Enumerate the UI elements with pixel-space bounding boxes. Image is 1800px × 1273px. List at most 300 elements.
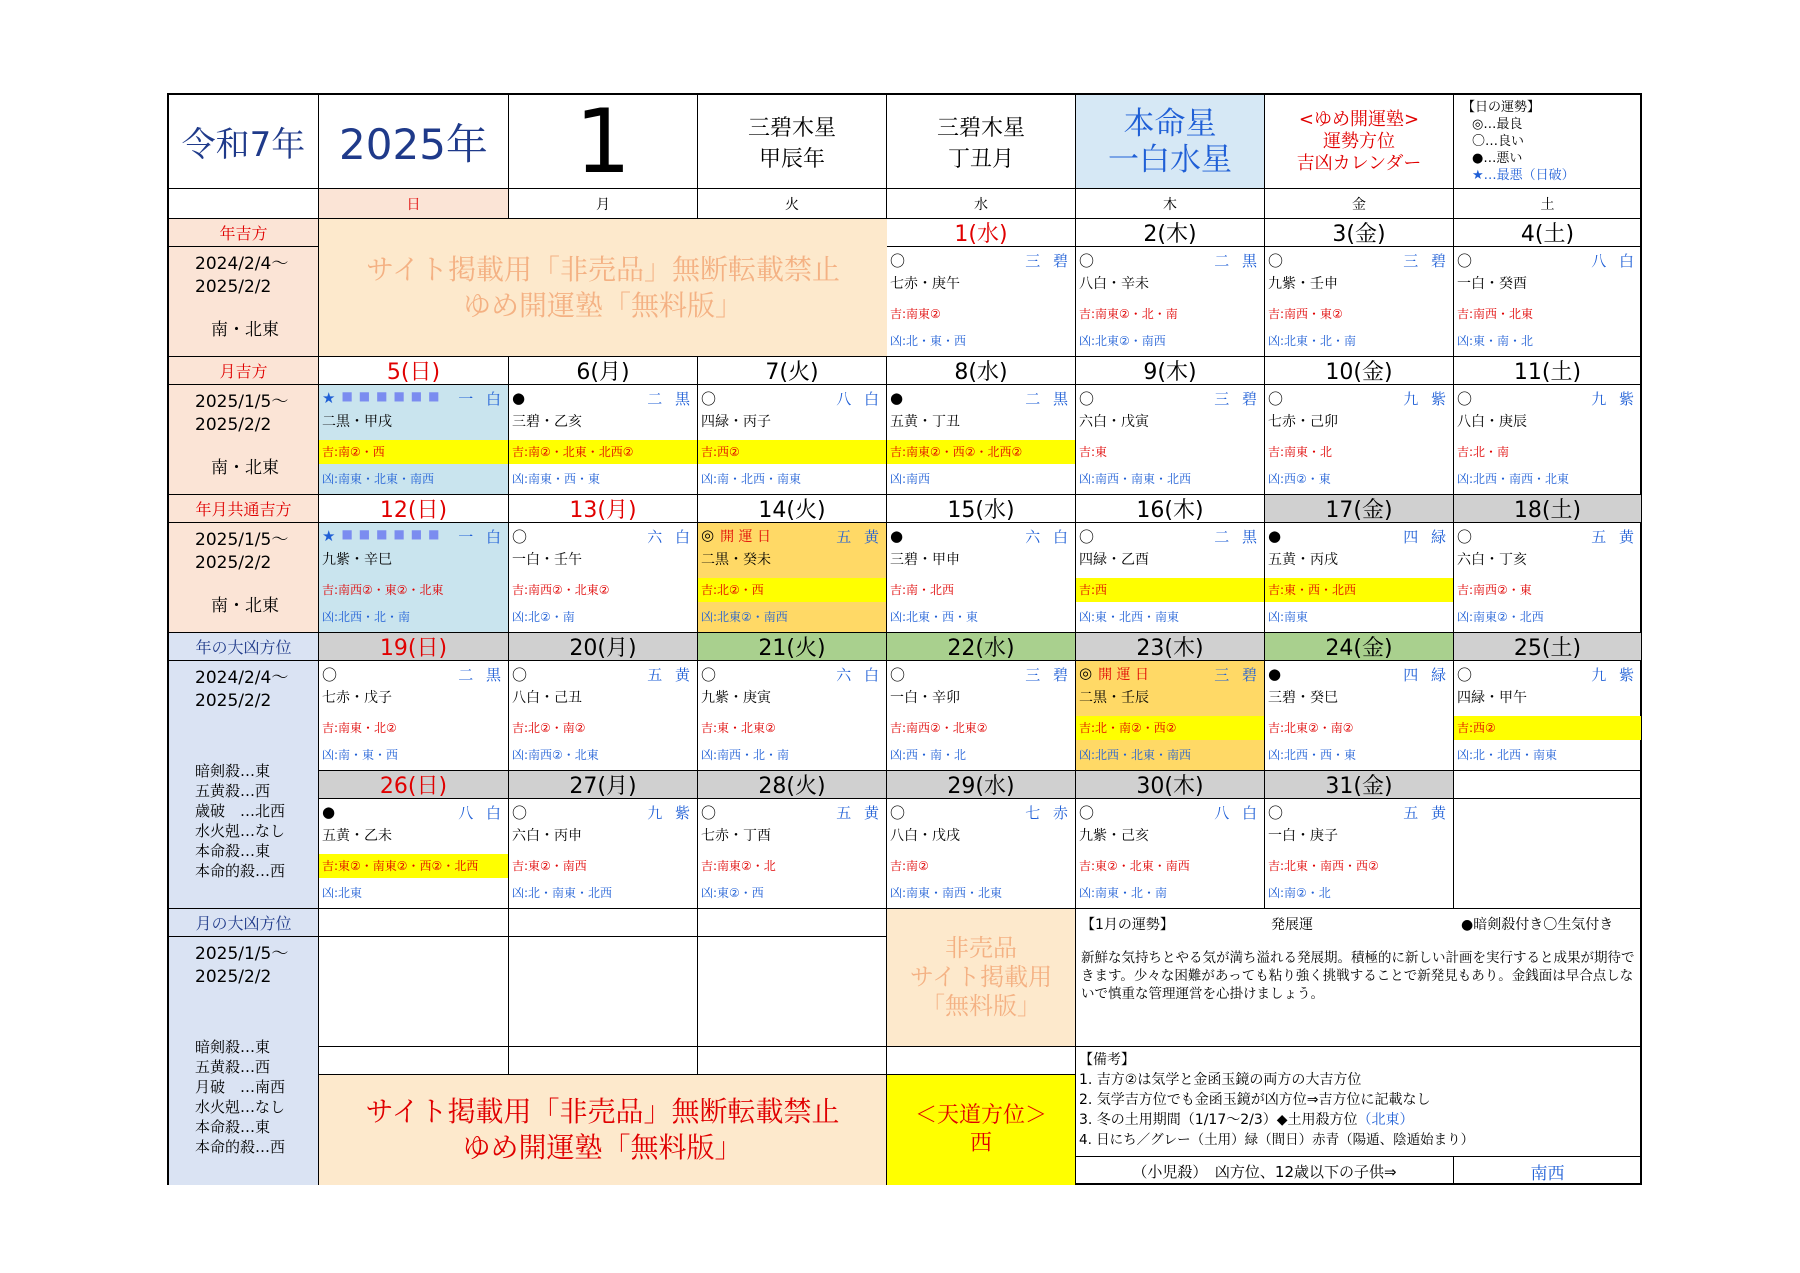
day-cell (887, 661, 1076, 771)
day-kyo: 凶:東②・西 (701, 886, 764, 900)
day-mark: 〇 (701, 803, 717, 822)
day-kanshi: 五黄・丁丑 (890, 414, 960, 430)
date-label: 18(土) (1513, 498, 1582, 523)
day-cell (1076, 799, 1265, 909)
watermark-small-1: 非売品 (945, 934, 1017, 962)
day-star: 九 紫 (1403, 389, 1450, 408)
day-kichi: 吉:東②・南東②・西②・北西 (319, 854, 508, 878)
year-star (698, 95, 887, 189)
getsu-kippo-dir: 南・北東 (211, 458, 279, 478)
blank-cell (887, 1047, 1076, 1075)
day-top (701, 662, 883, 686)
day-kyo: 凶:北東②・南西 (701, 610, 788, 624)
tsuki-daikyo-to: 2025/2/2 (195, 967, 272, 987)
fortune-mark: ●暗剣殺付き〇生気付き (1461, 917, 1614, 933)
day-kichi: 吉:南西・北東 (1457, 307, 1534, 321)
date-label: 20(月) (569, 636, 637, 661)
tsuki-daikyo-item: 五黄殺…西 (195, 1058, 271, 1076)
date-label: 3(金) (1332, 222, 1386, 247)
calendar (167, 93, 1642, 1185)
day-cell (887, 385, 1076, 495)
tendo-dir: 西 (969, 1131, 992, 1156)
era-year: 令和7年 (169, 95, 319, 189)
day-kyo: 凶:北②・南 (512, 610, 575, 624)
note-3-dir: （北東） (1357, 1112, 1414, 1128)
day-top (1457, 524, 1638, 548)
day-star: 三 碧 (1025, 665, 1072, 684)
year-eto: 甲辰年 (758, 146, 825, 172)
day-star: 二 黒 (1214, 527, 1261, 546)
date-label: 5(日) (386, 360, 441, 385)
day-kanshi: 六白・戊寅 (1079, 414, 1149, 430)
day-top (1079, 248, 1261, 272)
kaiun-day-label: 開 運 日 (1098, 667, 1149, 683)
day-mark: 〇 (701, 665, 717, 684)
day-cell (698, 385, 887, 495)
day-star: 二 黒 (1214, 251, 1261, 270)
day-mark: 〇 (322, 665, 338, 684)
tendo-box (887, 1075, 1076, 1185)
date-label: 2(木) (1143, 222, 1197, 247)
day-kichi: 吉:東・西・北西 (1265, 578, 1453, 602)
day-cell (1076, 385, 1265, 495)
common-kippo-to: 2025/2/2 (195, 553, 272, 573)
day-mark: ● (890, 389, 904, 407)
nen-daikyo-item: 五黄殺…西 (195, 782, 271, 800)
day-kichi: 吉:北東・南西・西② (1268, 859, 1379, 873)
day-kyo: 凶:北東・西・東 (890, 610, 979, 624)
day-top (322, 386, 505, 410)
day-star: 三 碧 (1403, 251, 1450, 270)
day-star: 二 黒 (1025, 389, 1072, 408)
day-kyo: 凶:南東・南西・北東 (890, 886, 1003, 900)
date-header (509, 633, 698, 661)
tsuki-daikyo-item: 月破 …南西 (195, 1078, 286, 1096)
date-header (1265, 633, 1454, 661)
day-kanshi: 五黄・乙未 (322, 828, 392, 844)
date-label: 16(木) (1136, 498, 1204, 523)
day-kyo: 凶:南・東・西 (322, 748, 399, 762)
day-cell (887, 523, 1076, 633)
watermark-bottom (319, 1075, 887, 1185)
watermark-small-2: サイト掲載用 (909, 963, 1053, 991)
day-kichi: 吉:南西②・東 (1457, 583, 1532, 597)
date-label: 13(月) (569, 498, 637, 523)
day-mark: 〇 (890, 665, 906, 684)
day-kichi: 吉:北東②・南② (1268, 721, 1354, 735)
honmei-star (1076, 95, 1265, 189)
day-mark: ● (1268, 665, 1282, 683)
common-kippo-label: 年月共通吉方 (169, 495, 319, 523)
date-header (698, 771, 887, 799)
day-star: 五 黄 (1403, 803, 1450, 822)
note-4: 4. 日にち／グレー（土用）緑（間日）赤青（陽遁、陰遁始まり） (1079, 1132, 1475, 1148)
day-top (890, 386, 1072, 410)
watermark-line-1: サイト掲載用「非売品」無断転載禁止 (365, 252, 841, 286)
date-label: 11(土) (1513, 360, 1582, 385)
day-mark: 〇 (1268, 251, 1284, 270)
date-header (1454, 357, 1642, 385)
day-star: 五 黄 (836, 527, 883, 546)
day-kanshi: 一白・壬午 (512, 552, 582, 568)
child-kill-dir: 南西 (1454, 1157, 1642, 1185)
notes-box (1076, 1047, 1642, 1157)
nen-daikyo-label: 年の大凶方位 (169, 633, 319, 661)
hatsu-squares: ■■■■■■ (341, 389, 446, 403)
day-star: 一 白 (458, 389, 505, 408)
blank-cell (698, 909, 887, 937)
blank-cell (698, 937, 887, 1047)
nen-daikyo-item: 歳破 …北西 (195, 802, 286, 820)
day-kyo: 凶:西・南・北 (890, 748, 967, 762)
day-kichi: 吉:南②・西 (319, 440, 508, 464)
day-top (1268, 524, 1450, 548)
legend-bad: ●…悪い (1472, 151, 1523, 166)
day-kyo: 凶:南東・北東・南西 (322, 472, 435, 486)
day-kichi: 吉:南東②・北 (701, 859, 776, 873)
day-top (1457, 662, 1638, 686)
day-star: 五 黄 (1591, 527, 1638, 546)
watermark-bottom-2: ゆめ開運塾「無料版」 (462, 1131, 743, 1164)
day-cell (509, 523, 698, 633)
day-kanshi: 四緑・甲午 (1457, 690, 1527, 706)
date-label: 28(火) (758, 774, 826, 799)
day-star: 二 黒 (458, 665, 505, 684)
date-header (1076, 495, 1265, 523)
day-mark: 〇 (1457, 389, 1473, 408)
tendo-title: ＜天道方位＞ (914, 1103, 1047, 1128)
day-kyo: 凶:東・南・北 (1457, 334, 1534, 348)
day-kanshi: 六白・丁亥 (1457, 552, 1527, 568)
day-mark: 〇 (1457, 527, 1473, 546)
nen-daikyo-from: 2024/2/4～ (195, 668, 289, 688)
day-mark: ◎ (1079, 664, 1093, 682)
day-star: 三 碧 (1214, 665, 1261, 684)
fortune-box (1076, 909, 1642, 1047)
day-star: 一 白 (458, 527, 505, 546)
blank-cell (319, 1047, 509, 1075)
date-header (698, 495, 887, 523)
day-mark: 〇 (1079, 251, 1095, 270)
title-line-2: 運勢方位 (1323, 130, 1395, 152)
blank-cell (698, 1047, 887, 1075)
day-kyo: 凶:南西・北・南 (701, 748, 790, 762)
calendar-title (1265, 95, 1454, 189)
nen-daikyo-item: 暗剣殺…東 (195, 762, 271, 780)
blank-cell (319, 937, 509, 1047)
date-label: 31(金) (1325, 774, 1393, 799)
day-mark: ★ (322, 527, 336, 545)
weekday-header: 土 (1454, 189, 1642, 219)
day-kyo: 凶:北・南東・北西 (512, 886, 613, 900)
day-mark: 〇 (1457, 251, 1473, 270)
day-mark: 〇 (1079, 527, 1095, 546)
day-mark: ◎ (701, 526, 715, 544)
date-header (1265, 495, 1454, 523)
day-kanshi: 四緑・丙子 (701, 414, 771, 430)
day-kichi: 吉:南東② (890, 307, 941, 321)
date-label: 23(木) (1136, 636, 1204, 661)
fortune-body: 新鮮な気持ちとやる気が満ち溢れる発展期。積極的に新しい計画を実行すると成果が期待できます。少々な困難があっても粘り強く挑戦することで新発見もあり。金銭面は早合点しないで慎重な管理運営を心掛けましょう。 (1081, 950, 1635, 1002)
date-label: 27(月) (569, 774, 637, 799)
date-header (1265, 771, 1454, 799)
day-kyo: 凶:南・北西・南東 (701, 472, 802, 486)
day-kichi: 吉:東②・南西 (512, 859, 587, 873)
day-cell (1265, 661, 1454, 771)
day-top (890, 524, 1072, 548)
day-kanshi: 三碧・乙亥 (512, 414, 582, 430)
day-mark: 〇 (512, 803, 528, 822)
legend-best: ◎…最良 (1472, 117, 1523, 132)
day-kichi: 吉:南西・東② (1268, 307, 1343, 321)
day-kichi: 吉:南・北西 (890, 583, 955, 597)
day-cell (1454, 247, 1642, 357)
day-top (512, 524, 694, 548)
day-kanshi: 九紫・己亥 (1079, 828, 1149, 844)
day-cell (1265, 799, 1454, 909)
day-mark: ● (890, 527, 904, 545)
day-kyo: 凶:北・東・西 (890, 334, 967, 348)
blank-cell (319, 909, 509, 937)
title-line-1: <ゆめ開運塾> (1298, 108, 1420, 130)
watermark-bottom-1: サイト掲載用「非売品」無断転載禁止 (365, 1095, 840, 1128)
day-mark: 〇 (512, 527, 528, 546)
date-label: 30(木) (1136, 774, 1204, 799)
day-top (1457, 248, 1638, 272)
tsuki-daikyo-item: 本命的殺…西 (195, 1138, 286, 1156)
nen-daikyo-box (169, 661, 319, 909)
day-top (322, 662, 505, 686)
day-kichi: 吉:東 (1079, 445, 1108, 459)
day-mark: 〇 (1079, 389, 1095, 408)
weekday-header: 水 (887, 189, 1076, 219)
month-star (887, 95, 1076, 189)
day-mark: ● (322, 803, 336, 821)
date-header (1454, 771, 1642, 799)
day-kanshi: 二黒・癸未 (701, 552, 771, 568)
day-cell (1076, 523, 1265, 633)
day-star: 九 紫 (1591, 665, 1638, 684)
date-label: 6(月) (576, 360, 630, 385)
day-kichi: 吉:北②・南② (512, 721, 586, 735)
day-top (1268, 662, 1450, 686)
getsu-kippo-label: 月吉方 (169, 357, 319, 385)
weekday-corner (169, 189, 319, 219)
nen-daikyo-item: 水火剋…なし (195, 822, 286, 840)
day-kanshi: 九紫・辛巳 (322, 552, 392, 568)
day-kichi: 吉:東②・北東・南西 (1079, 859, 1190, 873)
tsuki-daikyo-from: 2025/1/5～ (195, 944, 289, 964)
note-2: 2. 気学吉方位でも金函玉鏡が凶方位⇒吉方位に記載なし (1079, 1092, 1431, 1108)
day-top (701, 386, 883, 410)
date-header (319, 357, 509, 385)
day-kichi: 吉:東・北東② (701, 721, 776, 735)
day-star: 八 白 (1214, 803, 1261, 822)
legend-worst: ★…最悪（日破） (1472, 168, 1575, 183)
year: 2025年 (319, 95, 509, 189)
day-kichi: 吉:北・南②・西② (1076, 716, 1264, 740)
day-star: 四 緑 (1403, 665, 1450, 684)
tsuki-daikyo-box (169, 937, 319, 1185)
day-kichi: 吉:南西②・東②・北東 (322, 583, 444, 597)
day-top (890, 662, 1072, 686)
day-cell (698, 799, 887, 909)
day-kyo: 凶:西②・東 (1268, 472, 1331, 486)
day-kanshi: 七赤・己卯 (1268, 414, 1338, 430)
day-cell (1454, 385, 1642, 495)
day-kyo: 凶:北東 (322, 886, 363, 900)
day-kichi: 吉:南西②・北東② (890, 721, 988, 735)
date-label: 9(木) (1143, 360, 1197, 385)
day-top (512, 800, 694, 824)
nen-daikyo-to: 2025/2/2 (195, 691, 272, 711)
day-kanshi: 五黄・丙戌 (1268, 552, 1338, 568)
date-header (319, 771, 509, 799)
date-label: 19(日) (379, 636, 448, 661)
day-top (1079, 800, 1261, 824)
nen-kippo-to: 2025/2/2 (195, 277, 272, 297)
legend-good: 〇…良い (1472, 134, 1525, 149)
day-kyo: 凶:北西・西・東 (1268, 748, 1357, 762)
day-kanshi: 八白・辛未 (1079, 276, 1149, 292)
day-kanshi: 四緑・乙酉 (1079, 552, 1149, 568)
date-label: 17(金) (1325, 498, 1393, 523)
blank-cell (509, 937, 698, 1047)
weekday-header: 火 (698, 189, 887, 219)
day-star: 八 白 (458, 803, 505, 822)
day-kichi: 吉:西② (1454, 716, 1641, 740)
day-top (701, 800, 883, 824)
day-cell (887, 799, 1076, 909)
day-kanshi: 三碧・癸巳 (1268, 690, 1338, 706)
common-kippo-from: 2025/1/5～ (195, 530, 289, 550)
watermark-line-2: ゆめ開運塾「無料版」 (462, 288, 743, 322)
weekday-header: 日 (319, 189, 509, 219)
day-star: 八 白 (836, 389, 883, 408)
day-star: 三 碧 (1025, 251, 1072, 270)
day-kyo: 凶:南東②・北西 (1457, 610, 1544, 624)
day-star: 九 紫 (1591, 389, 1638, 408)
day-cell (1076, 247, 1265, 357)
honmei-value: 一白水星 (1108, 141, 1232, 178)
day-top (701, 524, 883, 548)
nen-daikyo-item: 本命的殺…西 (195, 862, 286, 880)
day-kichi: 吉:西 (1076, 578, 1264, 602)
tsuki-daikyo-item: 本命殺…東 (195, 1118, 271, 1136)
day-cell (1454, 523, 1642, 633)
day-kanshi: 六白・丙申 (512, 828, 582, 844)
day-kyo: 凶:南東・西・東 (512, 472, 601, 486)
month-star-name: 三碧木星 (936, 115, 1025, 141)
day-cell (1076, 661, 1265, 771)
nen-kippo-dir: 南・北東 (211, 320, 279, 340)
day-kanshi: 九紫・庚寅 (701, 690, 771, 706)
day-star: 九 紫 (647, 803, 694, 822)
day-cell (698, 523, 887, 633)
day-kanshi: 九紫・壬申 (1268, 276, 1338, 292)
day-cell (698, 661, 887, 771)
month-eto: 丁丑月 (947, 146, 1014, 172)
day-mark: 〇 (1268, 389, 1284, 408)
day-top (1079, 662, 1261, 686)
date-header (1076, 219, 1265, 247)
day-star: 五 黄 (836, 803, 883, 822)
day-mark: 〇 (890, 251, 906, 270)
day-top (1457, 386, 1638, 410)
date-label: 25(土) (1513, 636, 1582, 661)
date-header (887, 495, 1076, 523)
day-cell (319, 385, 509, 495)
date-label: 15(水) (947, 498, 1015, 523)
day-cell (1265, 385, 1454, 495)
blank-cell (509, 1047, 698, 1075)
date-label: 22(水) (947, 636, 1015, 661)
day-kanshi: 二黒・壬辰 (1079, 690, 1149, 706)
day-kyo: 凶:南西・南東・北西 (1079, 472, 1192, 486)
day-star: 三 碧 (1214, 389, 1261, 408)
day-kyo: 凶:南東 (1268, 610, 1309, 624)
day-top (890, 800, 1072, 824)
day-kyo: 凶:北・北西・南東 (1457, 748, 1558, 762)
weekday-header: 月 (509, 189, 698, 219)
day-kichi: 吉:北②・西 (698, 578, 886, 602)
day-star: 六 白 (647, 527, 694, 546)
day-kyo: 凶:南東・北・南 (1079, 886, 1168, 900)
day-mark: ● (1268, 527, 1282, 545)
day-top (322, 800, 505, 824)
day-kichi: 吉:南西②・北東② (512, 583, 610, 597)
day-star: 六 白 (1025, 527, 1072, 546)
date-label: 29(水) (947, 774, 1015, 799)
day-cell (1265, 523, 1454, 633)
day-mark: 〇 (890, 803, 906, 822)
date-label: 14(火) (758, 498, 826, 523)
day-top (1268, 800, 1450, 824)
date-header (1454, 495, 1642, 523)
date-header (887, 771, 1076, 799)
day-mark: ★ (322, 389, 336, 407)
day-kichi: 吉:北・南 (1457, 445, 1510, 459)
fortune-head: 【1月の運勢】 (1081, 917, 1174, 933)
day-kyo: 凶:北西・北東・南西 (1079, 748, 1192, 762)
date-header (887, 357, 1076, 385)
note-1: 1. 吉方②は気学と金函玉鏡の両方の大吉方位 (1079, 1072, 1362, 1088)
day-kyo: 凶:北西・南西・北東 (1457, 472, 1570, 486)
date-label: 12(日) (379, 498, 448, 523)
day-cell (1454, 799, 1642, 909)
day-star: 五 黄 (647, 665, 694, 684)
legend-title: 【日の運勢】 (1462, 100, 1541, 115)
day-kanshi: 八白・庚辰 (1457, 414, 1527, 430)
day-cell (509, 661, 698, 771)
day-cell (509, 385, 698, 495)
weekday-header: 木 (1076, 189, 1265, 219)
day-cell (319, 661, 509, 771)
date-label: 21(火) (758, 636, 826, 661)
day-cell (319, 799, 509, 909)
day-cell (509, 799, 698, 909)
date-header (509, 495, 698, 523)
legend (1454, 95, 1642, 189)
title-line-3: 吉凶カレンダー (1296, 152, 1422, 174)
day-mark: ● (512, 389, 526, 407)
day-kanshi: 一白・庚子 (1268, 828, 1338, 844)
day-kichi: 吉:南東②・西②・北西② (887, 440, 1075, 464)
date-header (509, 357, 698, 385)
date-header (698, 633, 887, 661)
date-label: 8(水) (954, 360, 1008, 385)
day-star: 八 白 (1591, 251, 1638, 270)
